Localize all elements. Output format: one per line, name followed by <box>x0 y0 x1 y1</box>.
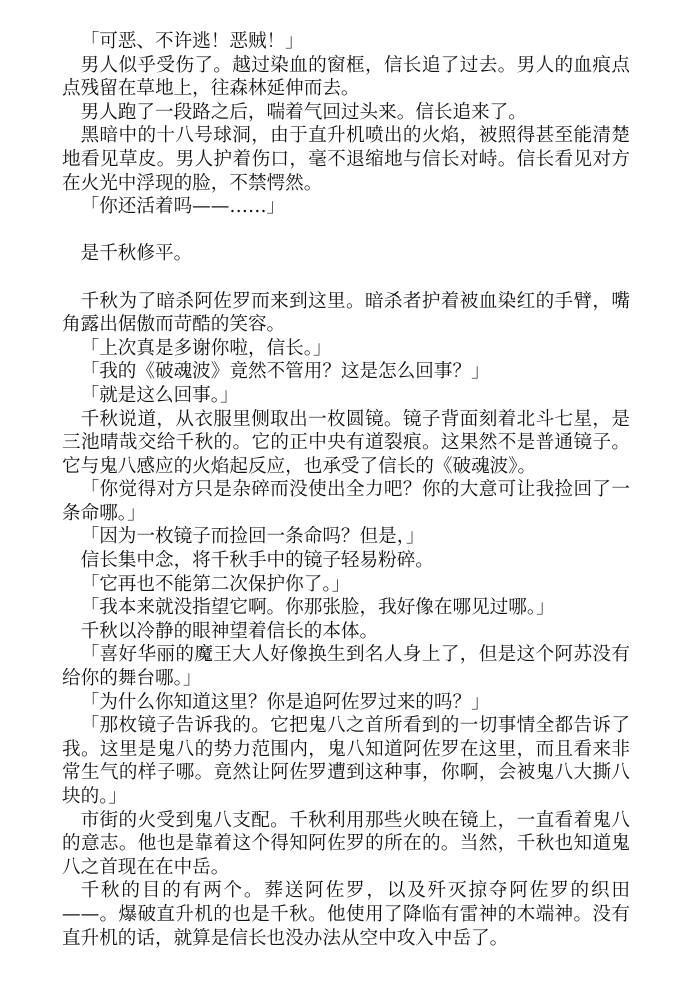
paragraph: 「我的《破魂波》竟然不管用？这是怎么回事？」 <box>80 361 490 383</box>
blank-line <box>62 219 630 243</box>
paragraph: 「我本来就没指望它啊。你那张脸，我好像在哪见过哪。」 <box>80 597 555 619</box>
paragraph: 市街的火受到鬼八支配。千秋利用那些火映在镜上，一直看着鬼八的意志。他也是靠着这个得知阿佐罗的所在的。当然，千秋也知道鬼八之首现在在中岳。 <box>62 809 630 878</box>
paragraph: 男人似乎受伤了。越过染血的窗框，信长追了过去。男人的血痕点点残留在草地上，往森林延伸而去。 <box>62 54 630 100</box>
paragraph: 「因为一枚镜子而捡回一条命吗？但是，」 <box>80 526 425 548</box>
paragraph: 「你觉得对方只是杂碎而没使出全力吧？你的大意可让我捡回了一条命哪。」 <box>62 479 630 524</box>
paragraph: 千秋说道，从衣服里侧取出一枚圆镜。镜子背面刻着北斗七星，是三池晴哉交给千秋的。它的正中央有道裂痕。这果然不是普通镜子。它与鬼八感应的火焰起反应，也承受了信长的《破魂波》。 <box>62 408 630 477</box>
paragraph: 「你还活着吗——……」 <box>80 196 286 218</box>
paragraph: 是千秋修平。 <box>80 243 193 265</box>
paragraph: 千秋为了暗杀阿佐罗而来到这里。暗杀者护着被血染红的手臂，嘴角露出倨傲而苛酷的笑容。 <box>62 290 630 336</box>
paragraph: 黑暗中的十八号球洞，由于直升机喷出的火焰，被照得甚至能清楚地看见草皮。男人护着伤口，毫不退缩地与信长对峙。信长看见对方在火光中浮现的脸，不禁愕然。 <box>62 125 630 194</box>
paragraph: 「喜好华丽的魔王大人好像换生到名人身上了，但是这个阿苏没有给你的舞台哪。」 <box>62 644 630 690</box>
paragraph: 「就是这么回事。」 <box>80 384 239 406</box>
blank-line <box>62 266 630 290</box>
paragraph: 「它再也不能第二次保护你了。」 <box>80 573 351 595</box>
paragraph: 「为什么你知道这里？你是追阿佐罗过来的吗？」 <box>80 691 490 713</box>
paragraph: 千秋以冷静的眼神望着信长的本体。 <box>80 620 379 642</box>
paragraph: 「那枚镜子告诉我的。它把鬼八之首所看到的一切事情全都告诉了我。这里是鬼八的势力范围内，鬼八知道阿佐罗在这里，而且看来非常生气的样子哪。竟然让阿佐罗遭到这种事，你啊，会被鬼八大撕八块的。」 <box>62 715 630 807</box>
paragraph: 男人跑了一段路之后，喘着气回过头来。信长追来了。 <box>80 101 527 123</box>
paragraph: 「上次真是多谢你啦，信长。」 <box>80 337 332 359</box>
paragraph: 千秋的目的有两个。葬送阿佐罗，以及歼灭掠夺阿佐罗的织田——。爆破直升机的也是千秋。他使用了降临有雷神的木端神。没有直升机的话，就算是信长也没办法从空中攻入中岳了。 <box>62 880 630 949</box>
paragraph: 「可恶、不许逃！恶贼！」 <box>80 31 304 52</box>
paragraph: 信长集中念，将千秋手中的镜子轻易粉碎。 <box>80 550 434 572</box>
body-text <box>62 30 630 950</box>
